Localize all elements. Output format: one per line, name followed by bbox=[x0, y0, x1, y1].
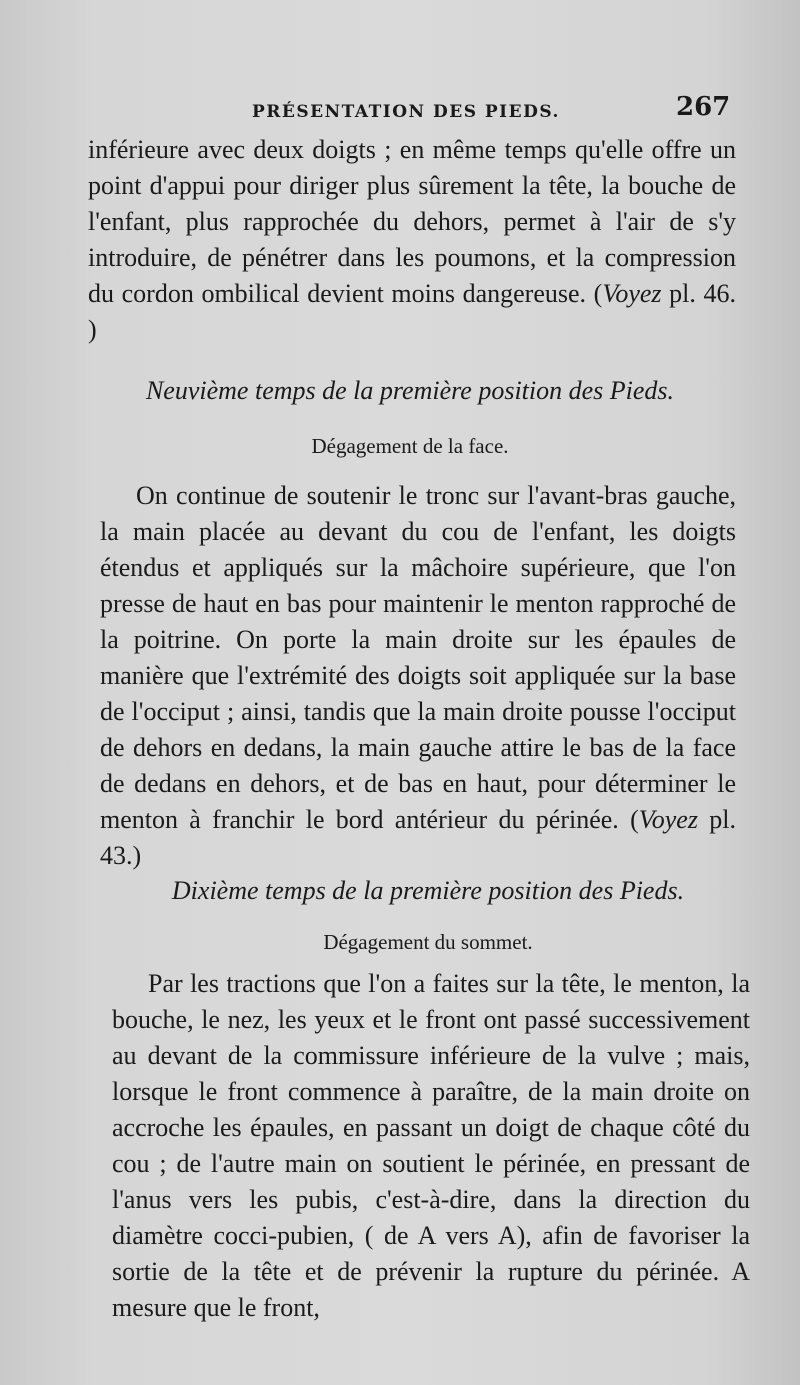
paragraph-1-ref-rest: pl. 46. ) bbox=[88, 279, 736, 344]
section-1-subheading: Dégagement de la face. bbox=[311, 434, 509, 458]
paragraph-1-text bbox=[88, 132, 736, 348]
paragraph-2-body: On continue de soutenir le tronc sur l'avant-bras gauche, la main placée au devant du cou de l'enfant, les doigts étendus et appliqués sur la mâchoire supérieure, que l'on presse de haut en bas pour maintenir le menton rapproché de la poitrine. On porte la main droite sur les épaules de manière que l'extrémité des doigts soit appliquée sur la base de l'occiput ; ainsi, tandis que la main droite pousse l'occiput de dehors en dedans, la main gauche attire le bas de la face de dedans en dehors, et de bas en haut, pour déterminer le menton à franchir le bord antérieur du périnée. ( bbox=[100, 481, 736, 834]
running-title: PRÉSENTATION DES PIEDS. bbox=[252, 102, 560, 122]
section-2-subheading: Dégagement du sommet. bbox=[323, 930, 533, 954]
section-2-heading: Dixième temps de la première position des Pieds. bbox=[171, 876, 685, 905]
page-number: 267 bbox=[676, 92, 731, 122]
paragraph-1-body: inférieure avec deux doigts ; en même temps qu'elle offre un point d'appui pour diriger plus sûrement la tête, la bouche de l'enfant, plus rapprochée du dehors, permet à l'air de s'y introduire, de pénétrer dans les poumons, et la compression du cordon ombilical devient moins dangereuse. ( bbox=[88, 135, 736, 308]
paragraph-2-ref-italic: Voyez bbox=[638, 805, 698, 834]
section-1-heading: Neuvième temps de la première position des Pieds. bbox=[145, 376, 675, 405]
paragraph-2-ref-rest: pl. 43.) bbox=[100, 805, 736, 870]
paragraph-3 bbox=[112, 966, 750, 1326]
paragraph-1-ref-italic: Voyez bbox=[602, 279, 662, 308]
paragraph-2 bbox=[100, 478, 736, 874]
paragraph-1 bbox=[88, 132, 736, 348]
page-header bbox=[0, 92, 800, 128]
paragraph-3-text: Par les tractions que l'on a faites sur la tête, le menton, la bouche, le nez, les yeux et le front ont passé successivement au devant de la commissure inférieure de la vulve ; mais, lorsque le front commence à paraître, de la main droite on accroche les épaules, en passant un doigt de chaque côté du cou ; de l'autre main on soutient le périnée, en pressant de l'anus vers les pubis, c'est-à-dire, dans la direction du diamètre cocci-pubien, ( de A vers A), afin de favoriser la sortie de la tête et de prévenir la rupture du périnée. A mesure que le front, bbox=[112, 969, 750, 1322]
paragraph-2-text bbox=[100, 478, 736, 874]
